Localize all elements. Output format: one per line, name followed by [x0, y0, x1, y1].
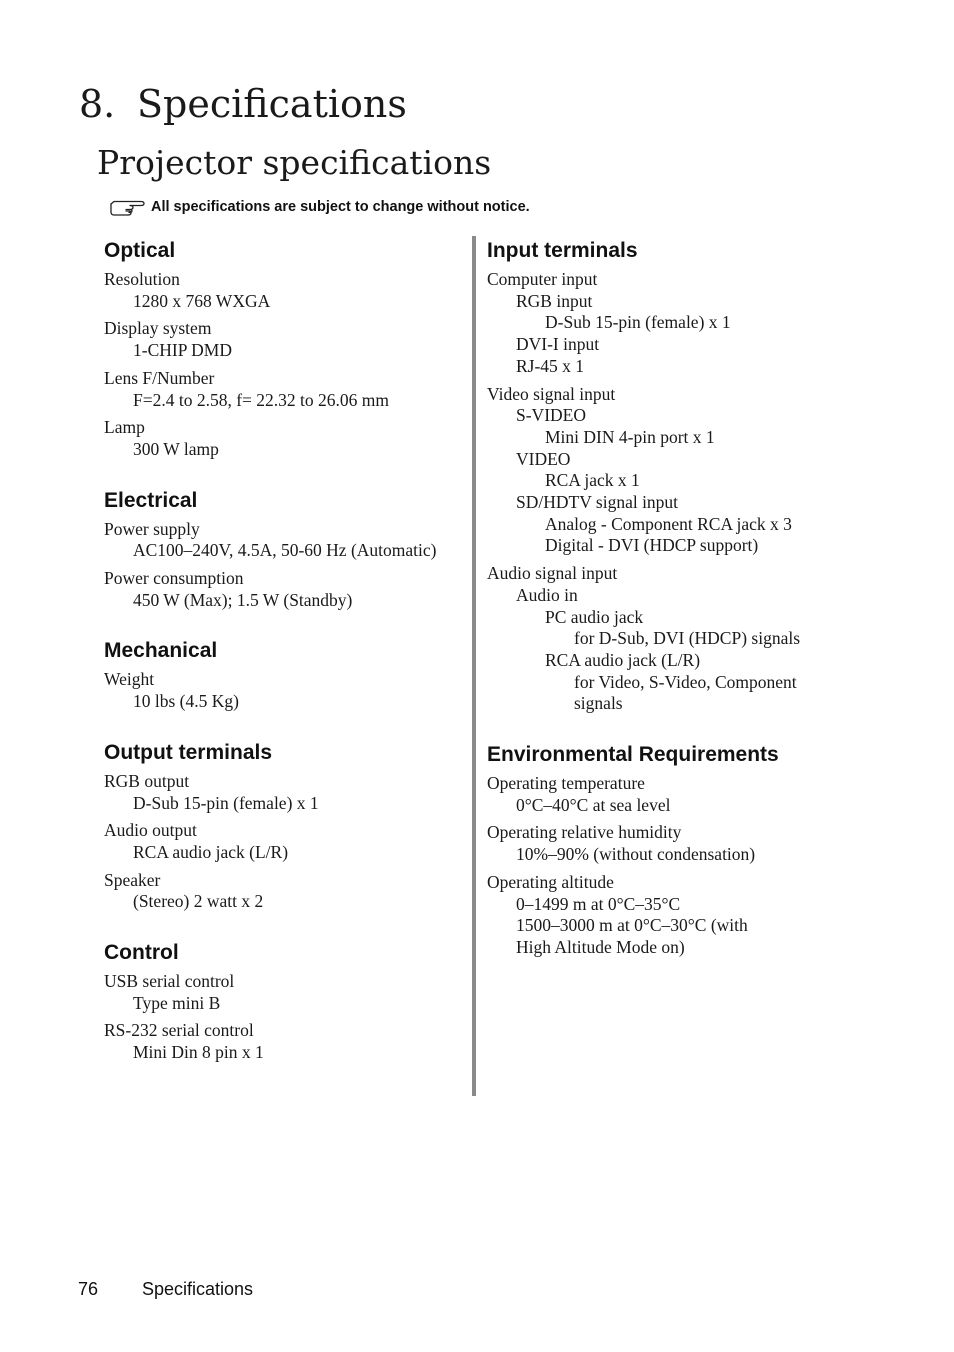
spec-item — [487, 384, 847, 558]
spec-name: Operating relative humidity — [487, 822, 682, 843]
spec-value: 10 lbs (4.5 Kg) — [133, 691, 239, 712]
spec-value: Analog - Component RCA jack x 3 — [545, 513, 792, 534]
spec-group-title: Input terminals — [487, 239, 638, 262]
spec-value: Audio in — [516, 584, 578, 605]
spec-group-title: Optical — [104, 239, 176, 262]
spec-value: 0°C–40°C at sea level — [516, 794, 671, 815]
spec-group-title: Electrical — [104, 488, 198, 512]
spec-name: Lamp — [104, 417, 145, 438]
spec-name: Computer input — [487, 269, 598, 289]
spec-item — [104, 870, 464, 913]
spec-value: RCA jack x 1 — [545, 470, 640, 491]
page-footer — [78, 1278, 253, 1300]
spec-group-title: Control — [104, 941, 179, 965]
spec-value: RJ-45 x 1 — [516, 355, 585, 376]
spec-item — [104, 771, 464, 814]
spec-value: 10%–90% (without condensation) — [516, 844, 756, 865]
spec-value: RCA audio jack (L/R) — [133, 841, 289, 862]
spec-name: Audio output — [104, 820, 197, 841]
spec-value: SD/HDTV signal input — [516, 492, 679, 513]
footer-section: Specifications — [142, 1279, 254, 1299]
spec-value: High Altitude Mode on) — [516, 936, 685, 957]
spec-item — [104, 269, 464, 312]
spec-name: Weight — [104, 669, 155, 690]
spec-group — [104, 736, 464, 913]
spec-value: Digital - DVI (HDCP support) — [545, 535, 759, 556]
spec-item — [104, 669, 464, 712]
spec-value: RCA audio jack (L/R) — [545, 649, 701, 670]
spec-value: RGB input — [516, 290, 593, 311]
spec-name: Operating altitude — [487, 871, 614, 892]
spec-item — [104, 519, 464, 562]
spec-value: 1500–3000 m at 0°C–30°C (with — [516, 915, 748, 936]
spec-value: for D-Sub, DVI (HDCP) signals — [574, 628, 801, 649]
spec-value: F=2.4 to 2.58, f= 22.32 to 26.06 mm — [133, 389, 389, 410]
spec-item — [487, 872, 847, 959]
spec-name: Audio signal input — [487, 563, 618, 584]
spec-name: Speaker — [104, 869, 161, 890]
note-text: All specifications are subject to change without notice. — [151, 199, 530, 215]
spec-group-title: Mechanical — [104, 639, 218, 663]
spec-value: DVI-I input — [516, 334, 600, 355]
spec-group — [487, 234, 847, 715]
spec-item — [487, 822, 847, 865]
spec-group — [104, 936, 464, 1064]
spec-item — [104, 1020, 464, 1063]
spec-value: 450 W (Max); 1.5 W (Standby) — [133, 589, 353, 610]
spec-item — [487, 773, 847, 816]
spec-value: D-Sub 15-pin (female) x 1 — [545, 312, 731, 333]
spec-value: AC100–240V, 4.5A, 50-60 Hz (Automatic) — [133, 540, 437, 561]
spec-name: Display system — [104, 318, 212, 339]
section-title: Projector specifications — [97, 143, 492, 182]
chapter-number: 8. — [79, 82, 116, 126]
spec-group — [104, 234, 464, 461]
spec-group — [104, 484, 464, 612]
spec-value: Type mini B — [133, 992, 221, 1013]
spec-value: for Video, S-Video, Component — [574, 671, 797, 692]
spec-name: USB serial control — [104, 971, 235, 992]
spec-name: Lens F/Number — [104, 367, 215, 388]
spec-value: Mini Din 8 pin x 1 — [133, 1042, 264, 1063]
spec-group-title: Environmental Requirements — [487, 743, 779, 767]
spec-group — [104, 634, 464, 712]
left-column — [104, 234, 464, 1087]
spec-value: Mini DIN 4-pin port x 1 — [545, 426, 715, 447]
spec-value: signals — [574, 693, 623, 714]
chapter-title — [79, 78, 407, 130]
spec-group — [487, 738, 847, 959]
spec-name: RGB output — [104, 770, 190, 791]
right-column — [487, 234, 847, 982]
pointing-hand-icon — [108, 197, 146, 217]
spec-name: Video signal input — [487, 383, 616, 404]
spec-value: S-VIDEO — [516, 405, 586, 426]
spec-value: 1-CHIP DMD — [133, 340, 233, 361]
spec-name: Power consumption — [104, 568, 244, 589]
spec-value: D-Sub 15-pin (female) x 1 — [133, 792, 319, 813]
spec-name: Resolution — [104, 269, 180, 289]
spec-value: 1280 x 768 WXGA — [133, 290, 271, 311]
spec-name: RS-232 serial control — [104, 1020, 254, 1041]
spec-group-title: Output terminals — [104, 740, 273, 764]
note — [108, 196, 530, 218]
column-divider — [472, 236, 476, 1096]
spec-item — [104, 971, 464, 1014]
chapter-title-text: Specifications — [137, 82, 407, 126]
spec-item — [104, 368, 464, 411]
spec-name: Power supply — [104, 518, 200, 539]
spec-value: 300 W lamp — [133, 438, 219, 459]
spec-item — [487, 563, 847, 715]
spec-value: VIDEO — [516, 448, 571, 469]
spec-name: Operating temperature — [487, 773, 645, 794]
spec-item — [104, 820, 464, 863]
spec-value: PC audio jack — [545, 606, 644, 627]
spec-value: (Stereo) 2 watt x 2 — [133, 891, 264, 912]
spec-value: 0–1499 m at 0°C–35°C — [516, 893, 681, 914]
spec-item — [104, 568, 464, 611]
page-number: 76 — [78, 1279, 99, 1299]
spec-item — [104, 318, 464, 361]
spec-item — [104, 417, 464, 460]
spec-item — [487, 269, 847, 378]
